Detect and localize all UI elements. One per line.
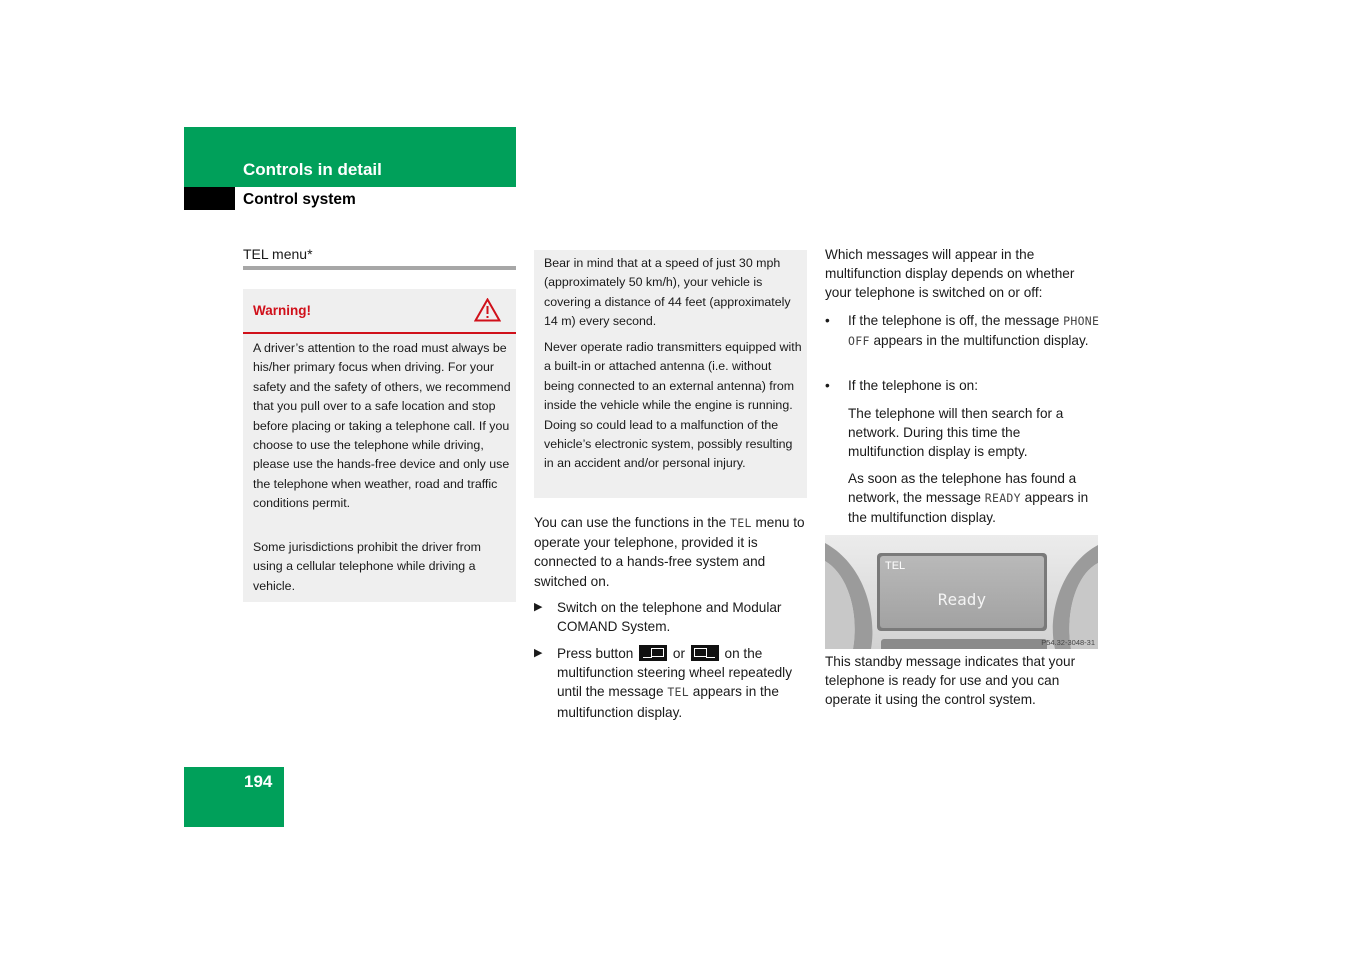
- display-label: TEL: [885, 560, 906, 572]
- bullet-item: • If the telephone is on:: [825, 376, 1100, 395]
- warning-text: A driver’s attention to the road must always be his/her primary focus when driving. For your safety and the safety of others, we recommend that you pull over to a safe location and stop before placing or taking a telephone call. If you choose to use the telephone while driving, please use the hands-free device and only use the telephone when weather, road and traffic conditions permit.: [253, 341, 511, 511]
- note-text-2: Never operate radio transmitters equipped with a built-in or attached antenna (i.e. without being connected to an external antenna) from inside the vehicle while the engine is running. Doing so could lead to a malfunction of the vehicle’s electronic system, possibly resulting in an accident and/or personal injury.: [544, 340, 802, 471]
- section-rule: [243, 266, 516, 270]
- instruction-step: ▶ Press button or on the multifunction steering wheel repeatedly until the message TEL appears in the multifunction display.: [534, 646, 793, 720]
- bullet-item: • If the telephone is off, the message PHONE OFF appears in the multifunction display.: [825, 313, 1100, 349]
- multifunction-display-figure: [825, 535, 1098, 649]
- step-arrow-icon: ▶: [534, 647, 543, 659]
- warning-rule: [243, 332, 516, 334]
- warning-text-2: Some jurisdictions prohibit the driver from using a cellular telephone while driving a vehicle.: [253, 540, 481, 593]
- section-subtitle: Control system: [243, 191, 356, 208]
- section-title: TEL menu*: [243, 246, 313, 262]
- note-text: Bear in mind that at a speed of just 30 mph (approximately 50 km/h), your vehicle is covering a distance of 44 feet (approximately 14 m) every second.: [544, 256, 791, 329]
- previous-display-button-icon: [691, 645, 719, 661]
- instruction-step: ▶ Switch on the telephone and Modular COMAND System.: [534, 600, 782, 635]
- chapter-title: Controls in detail: [243, 160, 382, 179]
- warning-label: Warning!: [253, 303, 311, 318]
- bullet-icon: •: [825, 313, 830, 328]
- instrument-cluster-illustration: [825, 535, 1098, 649]
- bullet-icon: •: [825, 378, 830, 393]
- bullet-detail: The telephone will then search for a network. During this time the multifunction display is empty.: [848, 406, 1064, 460]
- intro-paragraph-right: Which messages will appear in the multifunction display depends on whether your telephone is switched on or off:: [825, 247, 1075, 301]
- figure-reference: P54.32-3048-31: [1041, 638, 1095, 647]
- step-arrow-icon: ▶: [534, 601, 543, 613]
- figure-caption: This standby message indicates that your telephone is ready for use and you can operate it using the control system.: [825, 654, 1076, 708]
- page-number: 194: [244, 772, 273, 791]
- display-message: Ready: [937, 590, 987, 609]
- bullet-detail-2: As soon as the telephone has found a network, the message READY appears in the multifunction display.: [848, 471, 1089, 526]
- intro-paragraph: You can use the functions in the TEL menu to operate your telephone, provided it is connected to a hands-free system and switched on.: [534, 515, 805, 589]
- warning-triangle-icon: [474, 298, 501, 322]
- next-display-button-icon: [639, 645, 667, 661]
- subheader-marker: [184, 187, 235, 210]
